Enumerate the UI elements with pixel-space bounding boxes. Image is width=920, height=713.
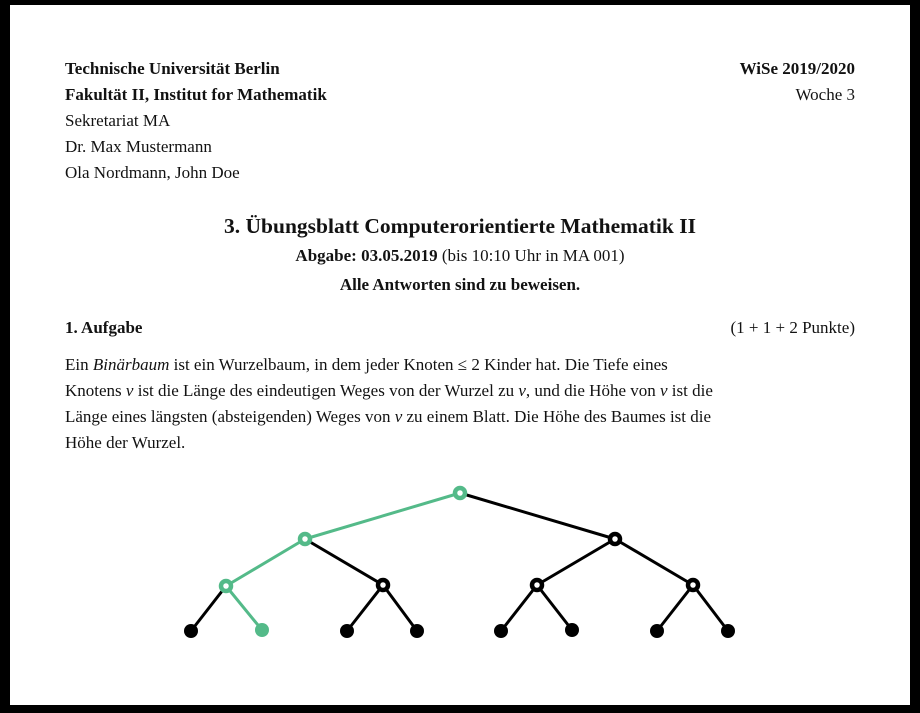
text-line: Höhe der Wurzel. [65, 433, 186, 452]
deadline-date: Abgabe: 03.05.2019 [295, 246, 438, 265]
semester-line: WiSe 2019/2020 [739, 59, 855, 78]
deadline-line [65, 241, 855, 271]
proof-note: Alle Antworten sind zu beweisen. [339, 275, 581, 294]
faculty-name: Fakultät II, Institut for Mathematik [65, 85, 327, 104]
header [65, 56, 855, 186]
header-address-block [65, 56, 327, 186]
page-content [10, 5, 910, 456]
exercise-header [65, 315, 855, 341]
assistants-line: Ola Nordmann, John Doe [65, 163, 240, 182]
week-line: Woche 3 [795, 85, 855, 104]
text-line: Länge eines längsten (absteigenden) Weges von v zu einem Blatt. Die Höhe des Baumes ist die [65, 407, 712, 426]
title-block [65, 211, 855, 299]
text-line: Knotens v ist die Länge des eindeutigen Weges von der Wurzel zu v, und die Höhe von v ist die [65, 381, 713, 400]
sheet-title: 3. Übungsblatt Computerorientierte Mathematik II [224, 214, 696, 238]
deadline-details: (bis 10:10 Uhr in MA 001) [437, 246, 625, 265]
lecturer-line: Dr. Max Mustermann [65, 137, 212, 156]
exercise-text [65, 352, 855, 456]
document-page [10, 5, 910, 705]
header-semester-block [740, 56, 855, 108]
exercise-label: 1. Aufgabe [65, 318, 143, 337]
text-line: Ein Binärbaum ist ein Wurzelbaum, in dem jeder Knoten ≤ 2 Kinder hat. Die Tiefe eines [65, 355, 668, 374]
institution-name: Technische Universität Berlin [65, 59, 280, 78]
secretariat-line: Sekretariat MA [65, 111, 171, 130]
exercise-points: (1 + 1 + 2 Punkte) [730, 318, 855, 337]
